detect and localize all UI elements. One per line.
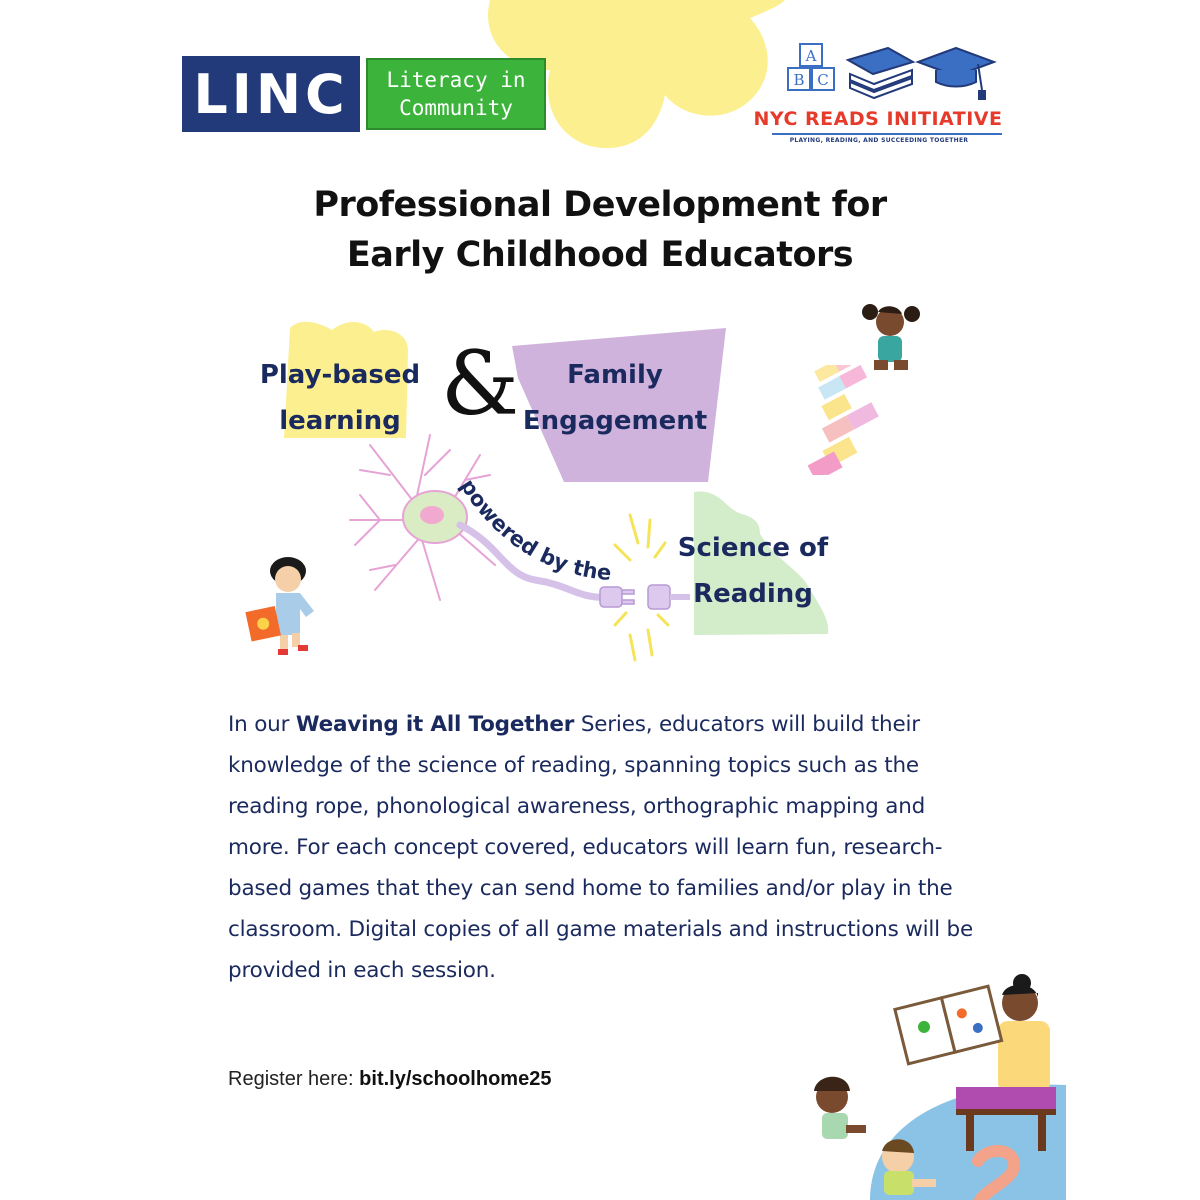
family-reading-illustration [800,965,1066,1200]
nyc-reads-title: NYC READS INITIATIVE [753,108,1003,130]
block-letter-b: B [793,71,805,89]
nyc-reads-logo-icon [778,40,1008,110]
family-line2: Engagement [522,406,708,436]
boy-with-book-icon [240,555,340,660]
powered-by-label: powered by the [455,474,613,586]
nyc-reads-tagline: PLAYING, READING, AND SUCCEEDING TOGETHER [789,137,969,144]
linc-sub-line1: Literacy in [386,68,526,92]
description-rest: Series, educators will build their knowledge of the science of reading, spanning topics such as the reading rope, phonological awareness, orthographic mapping and more. For each concept covered, educators will learn fun, research-based games that they can send home to families and/or play in the classroom. Digital copies of all game materials and instructions will be provided in each session. [228,712,974,983]
series-name: Weaving it All Together [295,712,575,737]
family-line1: Family [567,360,663,390]
page-title [200,180,1000,280]
hopscotch-icon [770,365,910,475]
title-line2: Early Childhood Educators [346,235,854,275]
linc-logo [182,56,360,132]
description-paragraph [228,704,988,991]
description-intro: In our [228,712,296,737]
register-link[interactable]: bit.ly/schoolhome25 [359,1068,552,1090]
science-line2: Reading [693,579,813,609]
powered-by-text [430,465,630,605]
register-line [228,1068,551,1091]
linc-sub-line2: Community [399,96,513,120]
nyc-divider [772,133,1002,135]
science-of-reading-label [668,525,838,617]
play-line1: Play-based [259,360,421,390]
play-line2: learning [279,406,401,436]
register-label: Register here: [228,1068,360,1090]
block-letter-c: C [817,71,829,89]
title-line1: Professional Development for [313,185,887,225]
ampersand: & [440,332,520,435]
svg-text:powered by the [456,475,613,585]
linc-logo-text: LINC [193,62,349,126]
block-letter-a: A [805,47,817,65]
linc-literacy-badge [366,58,546,130]
science-line1: Science of [677,533,829,563]
